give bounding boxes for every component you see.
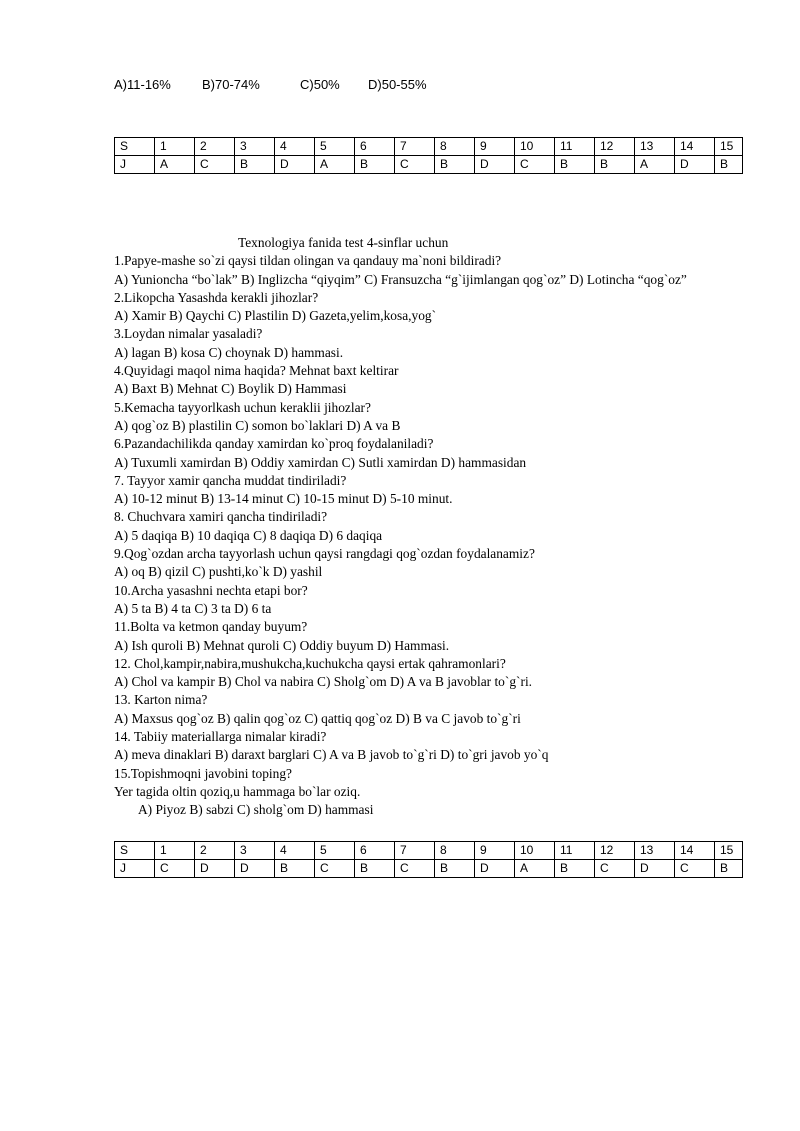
table-cell: C xyxy=(595,860,635,878)
table-cell: A xyxy=(635,156,675,174)
question-text: 6.Pazandachilikda qanday xamirdan ko`proq foydalaniladi? xyxy=(114,436,434,452)
table-cell: 9 xyxy=(475,842,515,860)
question-text: 1.Papye-mashe so`zi qaysi tildan olingan va qandauy ma`noni bildiradi? xyxy=(114,253,502,269)
answer-options-text: A) Piyoz B) sabzi C) sholg`om D) hammasi xyxy=(138,802,374,818)
table-cell: 2 xyxy=(195,842,235,860)
question-text: 2.Likopcha Yasashda kerakli jihozlar? xyxy=(114,289,319,305)
answer-options-text: A) Ish quroli B) Mehnat quroli C) Oddiy buyum D) Hammasi. xyxy=(114,637,450,653)
table2-question-row xyxy=(115,842,743,860)
option-d: D)50-55% xyxy=(368,77,427,92)
table-cell: D xyxy=(235,860,275,878)
table-cell: C xyxy=(515,156,555,174)
option-c: C)50% xyxy=(300,77,340,92)
table-cell: 4 xyxy=(275,842,315,860)
question-text: 10.Archa yasashni nechta etapi bor? xyxy=(114,582,308,598)
table-cell: B xyxy=(715,156,743,174)
table-cell: 9 xyxy=(475,138,515,156)
answer-options-text: A) 5 daqiqa B) 10 daqiqa C) 8 daqiqa D) 6 daqiqa xyxy=(114,527,383,543)
option-a: A)11-16% xyxy=(114,77,171,92)
table-cell: J xyxy=(115,156,155,174)
table1-question-row xyxy=(115,138,743,156)
answer-options-text: A) Tuxumli xamirdan B) Oddiy xamirdan C) Sutli xamirdan D) hammasidan xyxy=(114,454,527,470)
table-cell: 7 xyxy=(395,842,435,860)
table-cell: 15 xyxy=(715,138,743,156)
table-cell: C xyxy=(315,860,355,878)
question-text: 12. Chol,kampir,nabira,mushukcha,kuchukcha qaysi ertak qahramonlari? xyxy=(114,655,506,671)
table-cell: 8 xyxy=(435,842,475,860)
table-cell: 3 xyxy=(235,138,275,156)
answer-options-text: A) oq B) qizil C) pushti,ko`k D) yashil xyxy=(114,564,323,580)
answer-options-text: Yer tagida oltin qoziq,u hammaga bo`lar oziq. xyxy=(114,783,361,799)
test-title: Texnologiya fanida test 4-sinflar uchun xyxy=(238,235,449,250)
table-cell: 4 xyxy=(275,138,315,156)
question-text: 14. Tabiiy materiallarga nimalar kiradi? xyxy=(114,729,327,745)
table-cell: B xyxy=(435,156,475,174)
table-cell: D xyxy=(195,860,235,878)
table-cell: 14 xyxy=(675,842,715,860)
answer-options-text: A) Chol va kampir B) Chol va nabira C) Sholg`om D) A va B javoblar to`g`ri. xyxy=(114,674,533,690)
answer-options-text: A) Xamir B) Qaychi C) Plastilin D) Gazeta,yelim,kosa,yog` xyxy=(114,308,437,324)
answer-options-text: A) 10-12 minut B) 13-14 minut C) 10-15 minut D) 5-10 minut. xyxy=(114,491,453,507)
table2-answer-row xyxy=(115,860,743,878)
question-text: 3.Loydan nimalar yasaladi? xyxy=(114,326,263,342)
table-cell: D xyxy=(635,860,675,878)
table-cell: A xyxy=(515,860,555,878)
question-text: 5.Kemacha tayyorlkash uchun keraklii jihozlar? xyxy=(114,399,371,415)
answer-options-text: A) Baxt B) Mehnat C) Boylik D) Hammasi xyxy=(114,381,347,397)
table-cell: 12 xyxy=(595,842,635,860)
table-cell: C xyxy=(675,860,715,878)
question-text: 8. Chuchvara xamiri qancha tindiriladi? xyxy=(114,509,328,525)
table-cell: B xyxy=(555,156,595,174)
answer-options-text: A) meva dinaklari B) daraxt barglari C) A va B javob to`g`ri D) to`gri javob yo`q xyxy=(114,747,549,763)
question-list xyxy=(114,252,742,819)
table-cell: 11 xyxy=(555,842,595,860)
question-text: 13. Karton nima? xyxy=(114,692,208,708)
question-text: 9.Qog`ozdan archa tayyorlash uchun qaysi rangdagi qog`ozdan foydalanamiz? xyxy=(114,546,535,562)
answer-options-text: A) Maxsus qog`oz B) qalin qog`oz C) qattiq qog`oz D) B va C javob to`g`ri xyxy=(114,710,521,726)
table-cell: D xyxy=(475,860,515,878)
table-cell: 5 xyxy=(315,138,355,156)
table-cell: 11 xyxy=(555,138,595,156)
table-cell: D xyxy=(275,156,315,174)
table-cell: C xyxy=(155,860,195,878)
answer-options-text: A) lagan B) kosa C) choynak D) hammasi. xyxy=(114,344,344,360)
table-cell: B xyxy=(275,860,315,878)
table-cell: 10 xyxy=(515,138,555,156)
answer-key-table-1 xyxy=(114,137,743,174)
table-cell: B xyxy=(235,156,275,174)
table-cell: 3 xyxy=(235,842,275,860)
answer-options-text: A) 5 ta B) 4 ta C) 3 ta D) 6 ta xyxy=(114,600,272,616)
table-cell: 1 xyxy=(155,842,195,860)
table-cell: C xyxy=(395,156,435,174)
table-cell: B xyxy=(555,860,595,878)
table-cell: B xyxy=(715,860,743,878)
table-cell: 10 xyxy=(515,842,555,860)
table-cell: A xyxy=(315,156,355,174)
question-text: 7. Tayyor xamir qancha muddat tindiriladi? xyxy=(114,472,347,488)
table-cell: 2 xyxy=(195,138,235,156)
answer-options-text: A) qog`oz B) plastilin C) somon bo`laklari D) A va B xyxy=(114,417,401,433)
table-cell: C xyxy=(395,860,435,878)
table-cell: 6 xyxy=(355,138,395,156)
test-content xyxy=(114,234,742,820)
table-cell: D xyxy=(475,156,515,174)
table-cell: 14 xyxy=(675,138,715,156)
table-cell: 15 xyxy=(715,842,743,860)
answer-key-table-2 xyxy=(114,841,743,878)
question-text: 4.Quyidagi maqol nima haqida? Mehnat baxt keltirar xyxy=(114,363,399,379)
table-cell: B xyxy=(435,860,475,878)
table-cell: 12 xyxy=(595,138,635,156)
question-text: 15.Topishmoqni javobini toping? xyxy=(114,765,292,781)
question-text: 11.Bolta va ketmon qanday buyum? xyxy=(114,619,308,635)
table-cell: 6 xyxy=(355,842,395,860)
table-cell: 8 xyxy=(435,138,475,156)
table-cell: 7 xyxy=(395,138,435,156)
table-cell: 5 xyxy=(315,842,355,860)
table-cell: S xyxy=(115,842,155,860)
table-cell: B xyxy=(355,156,395,174)
table-cell: D xyxy=(675,156,715,174)
table-cell: B xyxy=(355,860,395,878)
table-cell: C xyxy=(195,156,235,174)
table-cell: B xyxy=(595,156,635,174)
table-cell: A xyxy=(155,156,195,174)
table-cell: J xyxy=(115,860,155,878)
table-cell: 13 xyxy=(635,138,675,156)
table1-answer-row xyxy=(115,156,743,174)
table-cell: S xyxy=(115,138,155,156)
answer-options-text: A) Yunioncha “bo`lak” B) Inglizcha “qiyqim” C) Fransuzcha “g`ijimlangan qog`oz” D) Lotincha “qog`oz” xyxy=(114,271,687,287)
table-cell: 1 xyxy=(155,138,195,156)
option-b: B)70-74% xyxy=(202,77,260,92)
table-cell: 13 xyxy=(635,842,675,860)
